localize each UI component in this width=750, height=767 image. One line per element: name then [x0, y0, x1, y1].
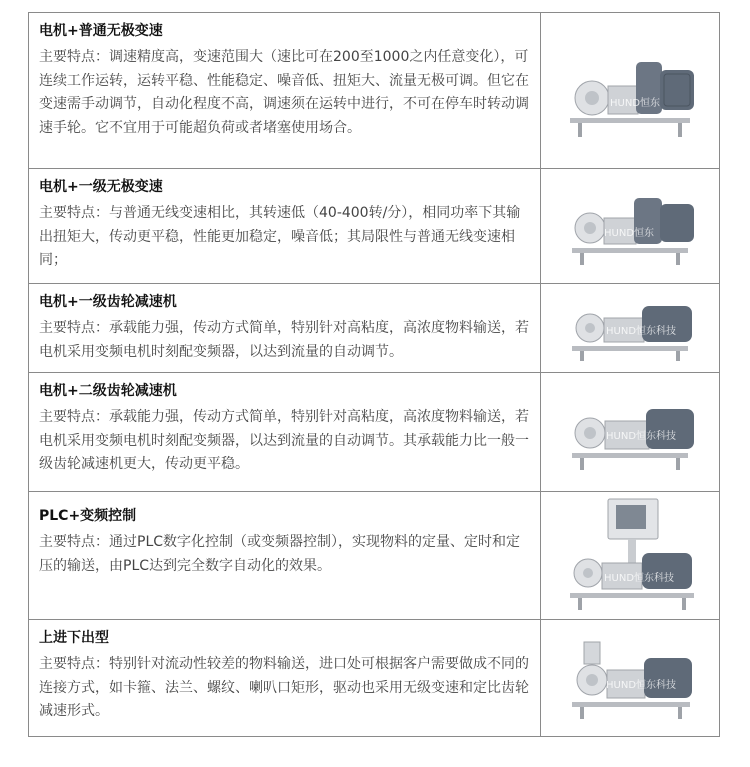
pump-image [550, 495, 710, 617]
row-description [39, 317, 530, 364]
description-cell [29, 13, 541, 168]
row-title: 电机+一级无极变速 [39, 179, 163, 195]
feature-text: 通过PLC数字化控制（或变频器控制），实现物料的定量、定时和定压的输送，由PLC达到完全数字自动化的效果。 [39, 534, 521, 574]
watermark: HUND恒东科技 [606, 326, 677, 337]
product-image-cell [541, 169, 720, 283]
pump-image [550, 288, 710, 368]
row-title: 电机+二级齿轮减速机 [39, 383, 177, 399]
row-title: 电机+普通无极变速 [39, 23, 163, 39]
pump-image [550, 36, 710, 146]
watermark: HUND恒东 [604, 228, 655, 239]
feature-label: 主要特点： [39, 656, 109, 672]
table-row [29, 492, 720, 620]
description-cell [29, 620, 541, 736]
feature-text: 承载能力强，传动方式简单，特别针对高粘度，高浓度物料输送，若电机采用变频电机时刻配变频器，以达到流量的自动调节。其承载能力比一般一级齿轮减速机更大，传动更平稳。 [39, 409, 529, 472]
feature-text: 承载能力强，传动方式简单，特别针对高粘度，高浓度物料输送，若电机采用变频电机时刻配变频器，以达到流量的自动调节。 [39, 320, 529, 360]
table-row [29, 284, 720, 373]
description-cell [29, 373, 541, 491]
watermark: HUND恒东科技 [606, 431, 677, 442]
feature-label: 主要特点： [39, 534, 109, 550]
watermark: HUND恒东科技 [604, 572, 675, 584]
description-cell [29, 169, 541, 283]
pump-image [550, 387, 710, 477]
row-description [39, 531, 530, 578]
table-row [29, 13, 720, 169]
table-row [29, 620, 720, 737]
product-image-cell [541, 284, 720, 372]
pump-image [550, 178, 710, 274]
row-description [39, 202, 530, 273]
feature-label: 主要特点： [39, 409, 109, 425]
product-image-cell [541, 620, 720, 736]
feature-label: 主要特点： [39, 205, 109, 221]
table-row [29, 373, 720, 492]
product-image-cell [541, 13, 720, 168]
feature-label: 主要特点： [39, 320, 109, 336]
watermark: HUND恒东科技 [606, 680, 677, 691]
feature-text: 调速精度高，变速范围大（速比可在200至1000之内任意变化），可连续工作运转，运转平稳、性能稳定、噪音低、扭矩大、流量无极可调。但它在变速需手动调节，自动化程度不高，调速须在运转中进行，不可在停车时转动调速手轮。它不宜用于可能超负荷或者堵塞使用场合。 [39, 49, 529, 136]
description-cell [29, 284, 541, 372]
feature-label: 主要特点： [39, 49, 109, 65]
feature-text: 特别针对流动性较差的物料输送，进口处可根据客户需要做成不同的连接方式，如卡箍、法兰、螺纹、喇叭口矩形，驱动也采用无级变速和定比齿轮减速形式。 [39, 656, 529, 719]
pump-image [550, 632, 710, 724]
row-title: PLC+变频控制 [39, 508, 137, 524]
row-title: 电机+一级齿轮减速机 [39, 294, 177, 310]
table-row [29, 169, 720, 284]
description-cell [29, 492, 541, 619]
row-description [39, 653, 530, 724]
watermark: HUND恒东 [610, 97, 661, 109]
feature-text: 与普通无线变速相比，其转速低（40-400转/分），相同功率下其输出扭矩大，传动更平稳，性能更加稳定，噪音低；其局限性与普通无线变速相同； [39, 205, 521, 268]
row-description [39, 406, 530, 477]
row-description [39, 46, 530, 140]
product-table [28, 12, 720, 737]
product-image-cell [541, 492, 720, 619]
row-title: 上进下出型 [39, 630, 109, 646]
product-image-cell [541, 373, 720, 491]
